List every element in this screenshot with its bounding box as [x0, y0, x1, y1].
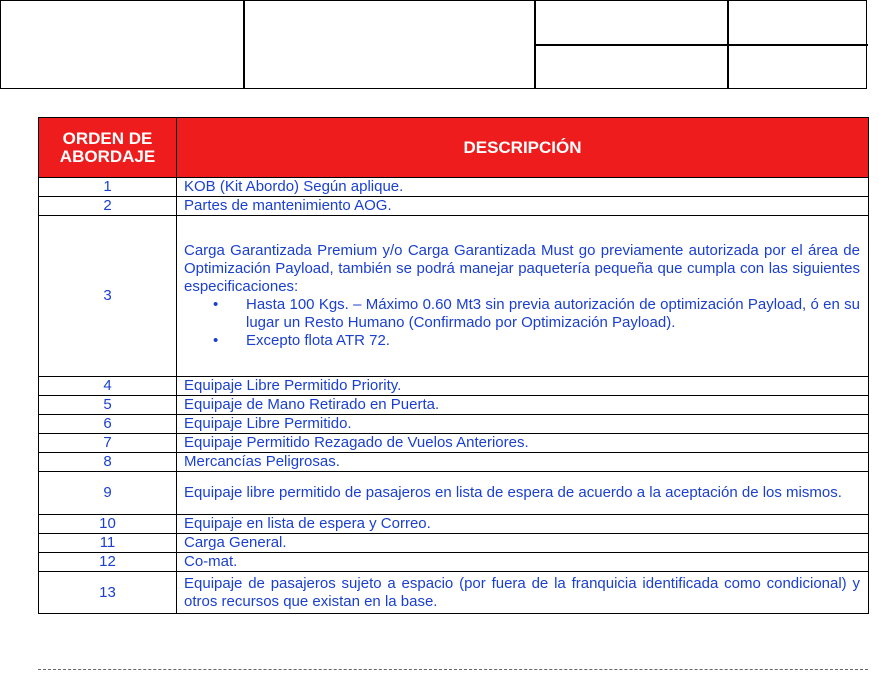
table-row [39, 453, 869, 472]
table-header-row [39, 118, 869, 178]
column-header-order-line2: ABORDAJE [59, 146, 156, 166]
row-description: Equipaje de Mano Retirado en Puerta. [177, 396, 869, 415]
header-divider [243, 1, 245, 88]
table-row [39, 515, 869, 534]
boarding-order-table [38, 117, 869, 614]
table-row [39, 178, 869, 197]
row-number: 12 [39, 553, 177, 572]
row-description: Partes de mantenimiento AOG. [177, 197, 869, 216]
table-row [39, 434, 869, 453]
row-description-text: Carga Garantizada Premium y/o Carga Garantizada Must go previamente autorizada por el área de Optimización Payload, también se podrá manejar paquetería pequeña que cumpla con las siguientes especificaciones: [184, 242, 860, 295]
table-row [39, 572, 869, 614]
row-description: Equipaje libre permitido de pasajeros en lista de espera de acuerdo a la aceptación de los mismos. [177, 472, 869, 515]
row-description: Equipaje en lista de espera y Correo. [177, 515, 869, 534]
page-cut-edge [38, 669, 868, 671]
table-row [39, 415, 869, 434]
row-number: 9 [39, 472, 177, 515]
column-header-order [39, 118, 177, 178]
table-row [39, 216, 869, 377]
row-description: Co-mat. [177, 553, 869, 572]
table-row [39, 197, 869, 216]
row-number: 1 [39, 178, 177, 197]
row-number: 5 [39, 396, 177, 415]
column-header-order-line1: ORDEN DE [62, 128, 153, 148]
table-row [39, 553, 869, 572]
bullet-item: • Excepto flota ATR 72. [246, 332, 860, 350]
row-description: Equipaje Permitido Rezagado de Vuelos Anteriores. [177, 434, 869, 453]
row-number: 10 [39, 515, 177, 534]
bullet-item: • Hasta 100 Kgs. – Máximo 0.60 Mt3 sin previa autorización de optimización Payload, ó en su lugar un Resto Humano (Confirmado por Optimización Payload). [246, 296, 860, 332]
row-number: 13 [39, 572, 177, 614]
row-description: KOB (Kit Abordo) Según aplique. [177, 178, 869, 197]
row-description: Mercancías Peligrosas. [177, 453, 869, 472]
row-number: 2 [39, 197, 177, 216]
row-description: Carga General. [177, 534, 869, 553]
table-row [39, 377, 869, 396]
row-number: 8 [39, 453, 177, 472]
bullet-list [184, 296, 860, 350]
row-number: 3 [39, 216, 177, 377]
row-description: Equipaje Libre Permitido Priority. [177, 377, 869, 396]
header-divider [534, 44, 868, 46]
table-row [39, 396, 869, 415]
row-number: 6 [39, 415, 177, 434]
row-description [177, 216, 869, 377]
column-header-description: DESCRIPCIÓN [177, 118, 869, 178]
row-number: 7 [39, 434, 177, 453]
row-description: Equipaje Libre Permitido. [177, 415, 869, 434]
document-header-form [0, 0, 867, 89]
table-row [39, 534, 869, 553]
row-number: 11 [39, 534, 177, 553]
table-row [39, 472, 869, 515]
row-number: 4 [39, 377, 177, 396]
row-description: Equipaje de pasajeros sujeto a espacio (por fuera de la franquicia identificada como condicional) y otros recursos que existan en la base. [177, 572, 869, 614]
